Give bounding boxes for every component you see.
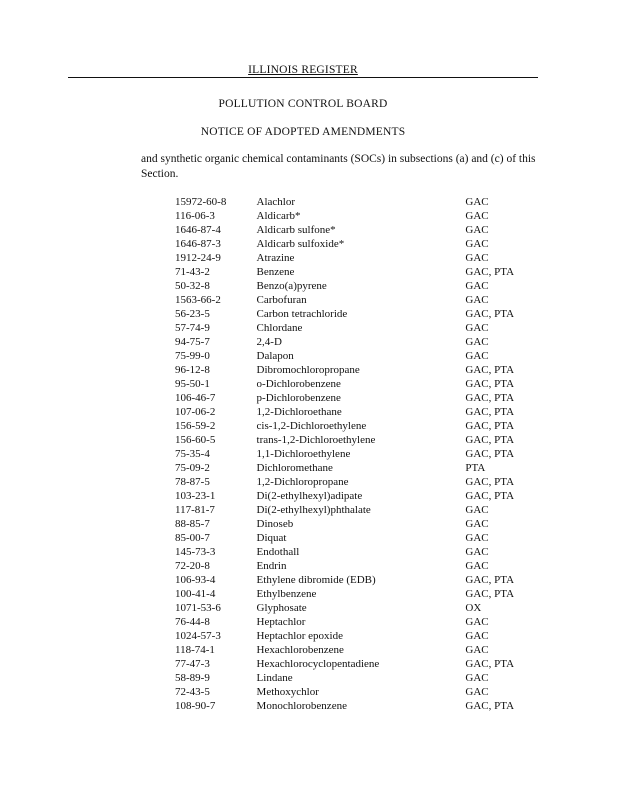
cas-number: 103-23-1 [175,490,216,502]
contaminant-name: Chlordane [256,322,303,334]
cas-number: 156-59-2 [175,420,216,432]
contaminant-name: Carbon tetrachloride [256,308,348,320]
contaminant-name: cis-1,2-Dichloroethylene [256,420,367,432]
treatment-technology: GAC, PTA [465,574,515,586]
table-row [175,545,535,559]
treatment-technology: GAC, PTA [465,308,515,320]
contaminant-name: Ethylene dibromide (EDB) [256,574,376,586]
table-row [175,461,535,475]
table-row [175,321,535,335]
treatment-technology: GAC [465,224,489,236]
treatment-technology: GAC [465,336,489,348]
contaminant-name: Di(2-ethylhexyl)adipate [256,490,363,502]
treatment-technology: GAC [465,210,489,222]
treatment-technology: GAC [465,294,489,306]
table-row [175,671,535,685]
table-row [175,615,535,629]
treatment-technology: GAC [465,196,489,208]
table-row [175,503,535,517]
cas-number: 58-89-9 [175,672,210,684]
cas-number: 100-41-4 [175,588,216,600]
header-rule [68,77,538,78]
contaminant-name: o-Dichlorobenzene [256,378,341,390]
treatment-technology: GAC, PTA [465,490,515,502]
table-row [175,405,535,419]
cas-number: 75-09-2 [175,462,210,474]
contaminant-name: Atrazine [256,252,295,264]
cas-number: 106-93-4 [175,574,216,586]
table-row [175,475,535,489]
treatment-technology: OX [465,602,482,614]
treatment-technology: GAC, PTA [465,448,515,460]
table-row [175,573,535,587]
contaminant-name: 1,2-Dichloroethane [256,406,342,418]
treatment-technology: GAC [465,560,489,572]
cas-number: 72-20-8 [175,560,210,572]
treatment-technology: GAC, PTA [465,392,515,404]
cas-number: 1024-57-3 [175,630,221,642]
treatment-technology: GAC [465,630,489,642]
contaminant-name: Aldicarb* [256,210,301,222]
cas-number: 50-32-8 [175,280,210,292]
contaminant-name: Diquat [256,532,287,544]
contaminant-name: Dinoseb [256,518,294,530]
contaminant-name: 2,4-D [256,336,282,348]
cas-number: 1912-24-9 [175,252,221,264]
treatment-technology: GAC, PTA [465,406,515,418]
treatment-technology: GAC, PTA [465,700,515,712]
contaminant-name: Glyphosate [256,602,307,614]
notice-heading: NOTICE OF ADOPTED AMENDMENTS [200,126,406,138]
treatment-technology: GAC, PTA [465,476,515,488]
table-row [175,377,535,391]
contaminant-name: Dalapon [256,350,294,362]
treatment-technology: GAC [465,672,489,684]
treatment-technology: GAC [465,644,489,656]
cas-number: 1646-87-3 [175,238,221,250]
cas-number: 72-43-5 [175,686,210,698]
table-row [175,657,535,671]
cas-number: 106-46-7 [175,392,216,404]
treatment-technology: GAC [465,252,489,264]
contaminant-name: Endrin [256,560,287,572]
contaminant-name: trans-1,2-Dichloroethylene [256,434,376,446]
treatment-technology: GAC [465,686,489,698]
board-heading: POLLUTION CONTROL BOARD [218,98,388,110]
contaminant-name: Hexachlorobenzene [256,644,344,656]
contaminant-name: Benzene [256,266,295,278]
register-title: ILLINOIS REGISTER [248,64,358,76]
table-row [175,209,535,223]
treatment-technology: GAC, PTA [465,434,515,446]
contaminant-name: Benzo(a)pyrene [256,280,327,292]
contaminant-name: Aldicarb sulfoxide* [256,238,345,250]
treatment-technology: GAC, PTA [465,420,515,432]
table-row [175,265,535,279]
treatment-technology: GAC [465,350,489,362]
table-row [175,517,535,531]
table-row [175,251,535,265]
contaminant-name: 1,2-Dichloropropane [256,476,349,488]
cas-number: 76-44-8 [175,616,210,628]
contaminant-name: Lindane [256,672,293,684]
contaminant-name: Heptachlor epoxide [256,630,343,642]
table-row [175,279,535,293]
treatment-technology: GAC, PTA [465,588,515,600]
table-row [175,489,535,503]
table-row [175,391,535,405]
table-row [175,699,535,713]
contaminant-name: Di(2-ethylhexyl)phthalate [256,504,371,516]
contaminant-name: p-Dichlorobenzene [256,392,341,404]
table-row [175,335,535,349]
treatment-technology: GAC [465,532,489,544]
contaminant-name: 1,1-Dichloroethylene [256,448,351,460]
contaminant-name: Methoxychlor [256,686,319,698]
cas-number: 94-75-7 [175,336,210,348]
contaminant-name: Monochlorobenzene [256,700,347,712]
table-row [175,195,535,209]
table-row [175,685,535,699]
cas-number: 117-81-7 [175,504,215,516]
treatment-technology: GAC [465,504,489,516]
cas-number: 96-12-8 [175,364,210,376]
cas-number: 145-73-3 [175,546,216,558]
table-row [175,349,535,363]
table-row [175,363,535,377]
table-row [175,223,535,237]
table-row [175,643,535,657]
table-row [175,587,535,601]
cas-number: 78-87-5 [175,476,210,488]
contaminant-name: Endothall [256,546,300,558]
table-row [175,419,535,433]
table-row [175,559,535,573]
treatment-technology: GAC [465,616,489,628]
cas-number: 107-06-2 [175,406,216,418]
treatment-technology: GAC, PTA [465,364,515,376]
treatment-technology: GAC [465,546,489,558]
cas-number: 1563-66-2 [175,294,221,306]
contaminant-name: Carbofuran [256,294,307,306]
cas-number: 88-85-7 [175,518,210,530]
cas-number: 57-74-9 [175,322,210,334]
contaminant-name: Ethylbenzene [256,588,317,600]
contaminant-name: Dichloromethane [256,462,333,474]
contaminant-name: Heptachlor [256,616,306,628]
contaminant-name: Alachlor [256,196,296,208]
cas-number: 75-99-0 [175,350,210,362]
treatment-technology: GAC [465,518,489,530]
table-row [175,307,535,321]
table-row [175,237,535,251]
treatment-technology: GAC, PTA [465,266,515,278]
table-row [175,293,535,307]
cas-number: 1071-53-6 [175,602,221,614]
contaminant-name: Dibromochloropropane [256,364,360,376]
table-row [175,531,535,545]
cas-number: 156-60-5 [175,434,216,446]
cas-number: 85-00-7 [175,532,210,544]
contaminant-name: Aldicarb sulfone* [256,224,336,236]
treatment-technology: GAC, PTA [465,378,515,390]
treatment-technology: PTA [465,462,486,474]
contaminant-name: Hexachlorocyclopentadiene [256,658,380,670]
cas-number: 77-47-3 [175,658,210,670]
cas-number: 15972-60-8 [175,196,227,208]
cas-number: 116-06-3 [175,210,215,222]
table-row [175,601,535,615]
table-row [175,433,535,447]
cas-number: 108-90-7 [175,700,216,712]
cas-number: 1646-87-4 [175,224,221,236]
treatment-technology: GAC [465,322,489,334]
cas-number: 118-74-1 [175,644,215,656]
contaminant-table [175,195,535,713]
treatment-technology: GAC [465,238,489,250]
treatment-technology: GAC [465,280,489,292]
treatment-technology: GAC, PTA [465,658,515,670]
intro-paragraph: and synthetic organic chemical contaminants (SOCs) in subsections (a) and (c) of this Section. [141,153,536,180]
table-row [175,629,535,643]
cas-number: 56-23-5 [175,308,210,320]
cas-number: 71-43-2 [175,266,210,278]
cas-number: 75-35-4 [175,448,210,460]
cas-number: 95-50-1 [175,378,210,390]
table-row [175,447,535,461]
